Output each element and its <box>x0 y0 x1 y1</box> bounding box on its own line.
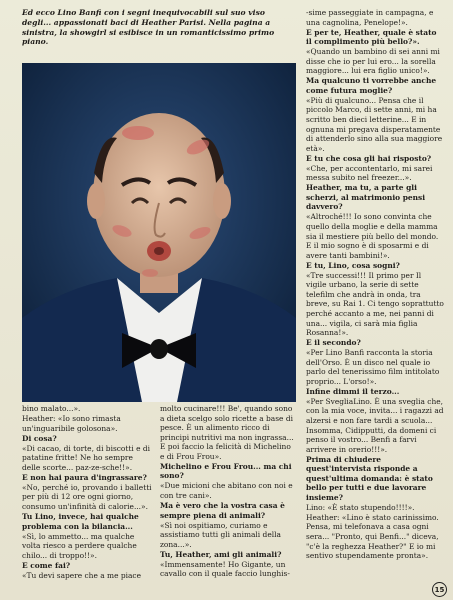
answer-paragraph: «Per Lino Banfi racconta la storia dell'Orso. È un disco nel quale io parlo del tenerissimo film intitolato proprio... L'orso!». <box>306 348 440 386</box>
answer-paragraph: «Che, per accontentarlo, mi sarei messa subito nel freezer...». <box>306 163 433 183</box>
answer-paragraph: Heather: «Lino è stato carinissimo. Pensa, mi telefonava a casa ogni sera... "Pronto, qui Benfi..." diceva, "c'è la reghezza Heather?" E io mi sentivo stupendamente pronta». <box>306 512 439 561</box>
answer-paragraph: bino malato...». <box>22 404 81 413</box>
portrait-illustration <box>22 63 296 402</box>
answer-paragraph: «Immensamente! Ho Gigante, un cavallo con il quale faccio lunghis- <box>160 559 290 579</box>
answer-paragraph: Lino: «È stato stupendo!!!!». <box>306 502 415 512</box>
question-heading: E tu che cosa gli hai risposto? <box>306 153 432 163</box>
question-heading: Prima di chiudere quest'intervista risponde a quest'ultima domanda: è stato bello per tutti e due lavorare insieme? <box>306 454 433 502</box>
question-heading: Tu Lino, invece, hai qualche problema con la bilancia... <box>22 512 139 531</box>
question-heading: E non hai paura d'ingrassare? <box>22 472 147 482</box>
answer-paragraph: «Più di qualcuno... Pensa che il piccolo Marco, di sette anni, mi ha scritto ben dieci letterine... E in ognuna mi pregava disperatamente di attenderlo sino alla sua maggiore età». <box>306 95 443 153</box>
question-heading: Ma è vero che la vostra casa è sempre piena di animali? <box>160 500 285 520</box>
question-heading: Di cosa? <box>22 433 57 443</box>
question-heading: Ma qualcuno ti vorrebbe anche come futura moglie? <box>306 76 437 95</box>
question-heading: Infine dimmi il terzo... <box>306 386 400 396</box>
article-column-middle <box>160 404 296 579</box>
answer-paragraph: «Sì noi ospitiamo, curiamo e assistiamo tutti gli animali della zona...». <box>160 520 281 549</box>
answer-paragraph: Heather: «Io sono rimasta un'inguaribile golosona». <box>22 414 121 433</box>
answer-paragraph: «Tu devi sapere che a me piace <box>22 570 141 580</box>
question-heading: E come fai? <box>22 560 71 570</box>
answer-paragraph: -sime passeggiate in campagna, e una cagnolina, Penelope!». <box>306 8 434 27</box>
photo-caption: Ed ecco Lino Banfi con i segni inequivocabili sul suo viso degli... appassionati baci di Heather Parisi. Nella pagina a sinistra, la showgirl si esibisce in un romanticissimo primo piano. <box>22 8 275 47</box>
answer-paragraph: molto cucinare!!! Be', quando sono a dieta scelgo solo ricette a base di pesce. È un alimento ricco di principi nutritivi ma non ingrassa... E poi faccio la felicità di Michelino e di Frou Frou». <box>160 404 294 461</box>
answer-paragraph: «Quando un bambino di sei anni mi disse che io per lui ero... la sorella maggiore... lui era figlio unico!». <box>306 47 440 76</box>
answer-paragraph: «No, perché io, provando i balletti per più di 12 ore ogni giorno, consumo un'infinità di calorie...». <box>22 482 152 511</box>
answer-paragraph: «Altroché!!! Io sono convinta che quello della moglie e della mamma sia il mestiere più bello del mondo. E il mio sogno è di sposarmi e di avere tanti bambini!». <box>306 212 439 260</box>
article-column-right <box>306 8 444 561</box>
question-heading: E per te, Heather, quale è stato il complimento più bello?». <box>306 27 437 47</box>
question-heading: Tu, Heather, ami gli animali? <box>160 549 282 559</box>
answer-paragraph: «Di cacao, di torte, di biscotti e di patatine fritte! Ne ho sempre delle scorte... paz-ze-sche!!». <box>22 443 151 472</box>
answer-paragraph: «Sì, lo ammetto... ma qualche volta riesco a perdere qualche chilo... di troppo!!». <box>22 531 137 560</box>
question-heading: E tu, Lino, cosa sogni? <box>306 260 400 270</box>
question-heading: Michelino e Frou Frou... ma chi sono? <box>160 461 292 481</box>
answer-paragraph: «Tre successi!!! Il primo per Il vigile urbano, la serie di sette telefilm che andrà in onda, tra breve, su Rai 1. Ci tengo soprattutto perché accanto a me, nei panni di una... vigila, ci sarà mia figlia Rosanna!». <box>306 270 444 338</box>
question-heading: E il secondo? <box>306 338 361 348</box>
answer-paragraph: «Due micioni che abitano con noi e con tre cani». <box>160 481 293 500</box>
photo-lino-banfi-kisses <box>22 63 296 402</box>
article-column-left <box>22 404 152 581</box>
answer-paragraph: «Per SvegliaLino. È una sveglia che, con la mia voce, invita... i ragazzi ad alzersi e non fare tardi a scuola... Insomma, Cidipputti, da domeni ci penso il vostro... Benfi a farvi arrivere in orerio!!!». <box>306 396 444 454</box>
question-heading: Heather, ma tu, a parte gli scherzi, al matrimonio pensi davvero? <box>306 183 426 212</box>
page-number-badge: 15 <box>432 582 447 597</box>
